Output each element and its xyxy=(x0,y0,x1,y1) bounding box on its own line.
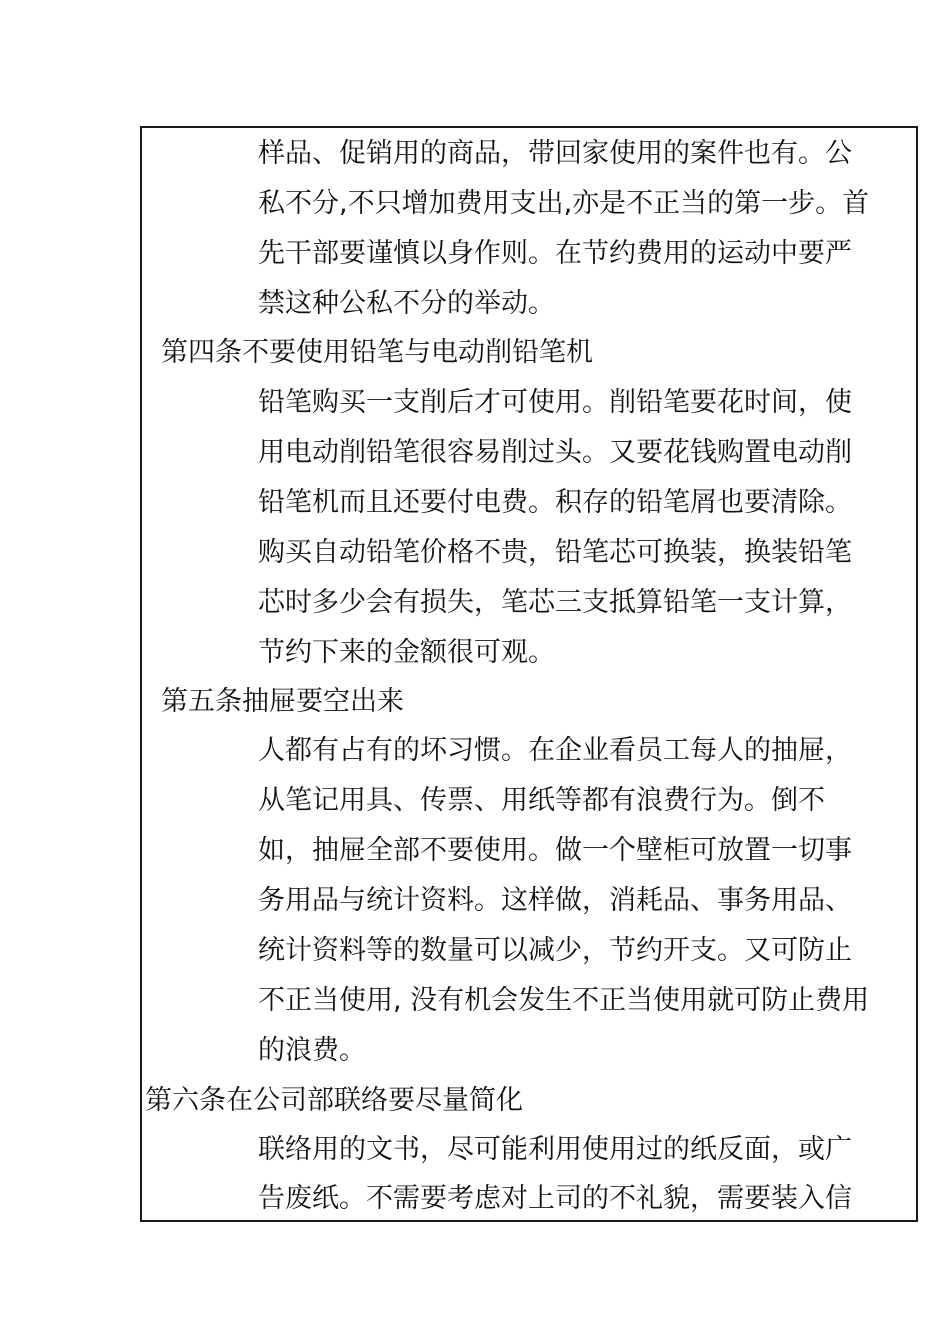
paragraph-line: 先干部要谨慎以身作则。在节约费用的运动中要严 xyxy=(258,238,852,269)
paragraph-line: 私不分,不只增加费用支出,亦是不正当的第一步。首 xyxy=(258,188,870,219)
paragraph-line: 告废纸。不需要考虑对上司的不礼貌，需要装入信 xyxy=(258,1183,852,1214)
paragraph-line: 不正当使用, 没有机会发生不正当使用就可防止费用 xyxy=(258,985,870,1016)
paragraph-line: 联络用的文书，尽可能利用使用过的纸反面，或广 xyxy=(258,1134,852,1165)
paragraph-line: 芯时多少会有损失，笔芯三支抵算铅笔一支计算， xyxy=(258,587,852,618)
paragraph-line: 铅笔机而且还要付电费。积存的铅笔屑也要清除。 xyxy=(258,487,852,518)
article-heading-5: 第五条抽屉要空出来 xyxy=(161,686,404,717)
paragraph-line: 人都有占有的坏习惯。在企业看员工每人的抽屉， xyxy=(258,735,852,766)
paragraph-line: 样品、促销用的商品，带回家使用的案件也有。公 xyxy=(258,138,852,169)
paragraph-line: 节约下来的金额很可观。 xyxy=(258,637,555,668)
paragraph-line: 从笔记用具、传票、用纸等都有浪费行为。倒不 xyxy=(258,785,825,816)
paragraph-line: 禁这种公私不分的举动。 xyxy=(258,288,555,319)
paragraph-line: 的浪费。 xyxy=(258,1035,366,1066)
article-heading-6: 第六条在公司部联络要尽量简化 xyxy=(145,1085,523,1116)
paragraph-line: 如，抽屉全部不要使用。做一个壁柜可放置一切事 xyxy=(258,835,852,866)
paragraph-line: 用电动削铅笔很容易削过头。又要花钱购置电动削 xyxy=(258,437,852,468)
paragraph-line: 铅笔购买一支削后才可使用。削铅笔要花时间，使 xyxy=(258,387,852,418)
paragraph-line: 统计资料等的数量可以减少，节约开支。又可防止 xyxy=(258,935,852,966)
article-heading-4: 第四条不要使用铅笔与电动削铅笔机 xyxy=(161,337,593,368)
paragraph-line: 购买自动铅笔价格不贵，铅笔芯可换装，换装铅笔 xyxy=(258,537,852,568)
paragraph-line: 务用品与统计资料。这样做，消耗品、事务用品、 xyxy=(258,885,852,916)
